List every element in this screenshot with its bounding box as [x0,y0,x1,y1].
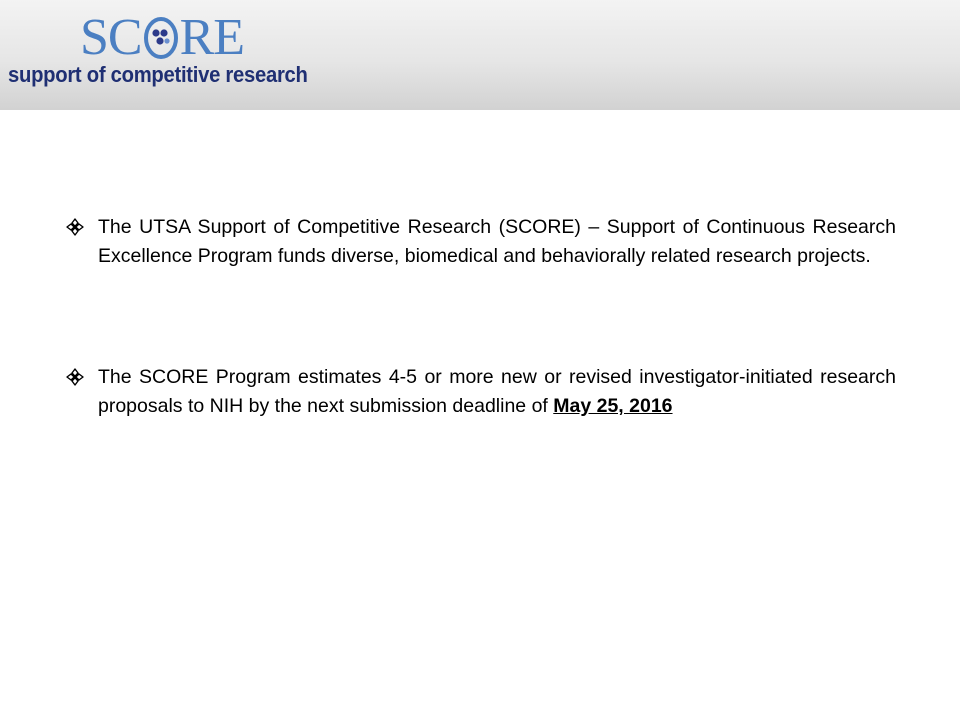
tagline: support of competitive research [8,62,308,87]
four-diamond-bullet-icon [66,368,84,386]
logo-text-left: SC [80,9,142,66]
deadline-date: May 25, 2016 [553,395,673,417]
score-logo [80,8,244,64]
logo-o-emblem-icon [143,16,179,60]
logo-text-right: RE [179,9,245,66]
four-diamond-bullet-icon [66,218,84,236]
bullet-item [66,213,896,271]
bullet-text: The SCORE Program estimates 4-5 or more new or revised investigator-initiated research proposals to NIH by the next submission deadline of [98,366,896,417]
bullet-text: The UTSA Support of Competitive Research (SCORE) – Support of Continuous Research Excellence Program funds diverse, biomedical and behaviorally related research projects. [98,216,896,267]
bullet-item [66,363,896,421]
bullet-list [66,213,896,421]
header-band [0,0,960,110]
